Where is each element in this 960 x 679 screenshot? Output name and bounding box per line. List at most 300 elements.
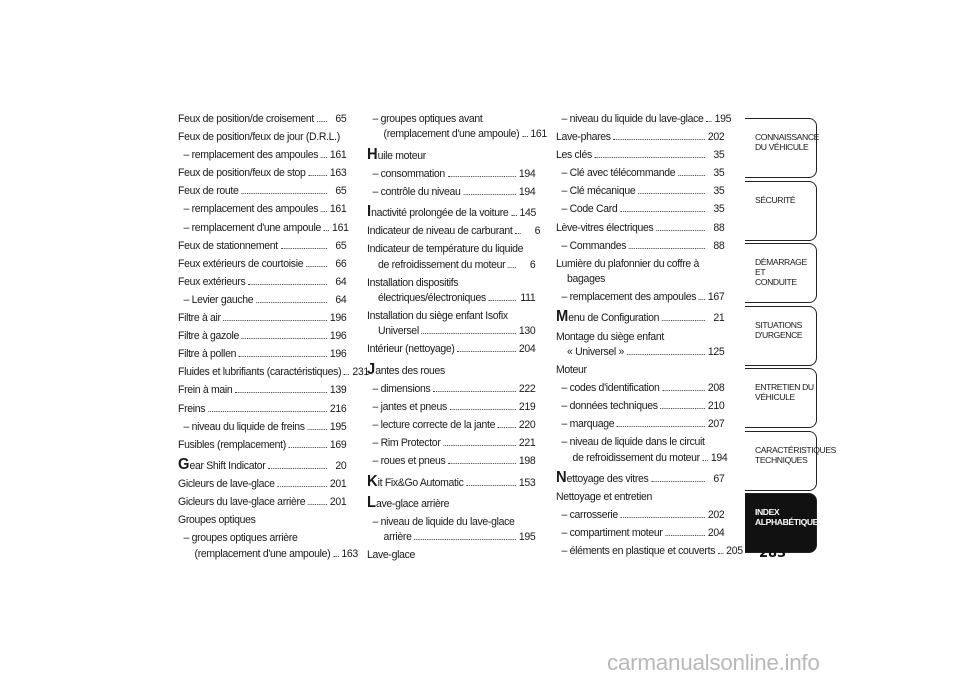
entry-label bbox=[562, 526, 663, 541]
index-entry bbox=[178, 202, 346, 217]
entry-page-number: 195 bbox=[329, 420, 347, 433]
index-entry bbox=[178, 257, 346, 272]
dot-leader bbox=[307, 429, 327, 430]
entry-label bbox=[562, 417, 615, 432]
index-entry bbox=[178, 477, 346, 492]
entry-label-text: « Universel » bbox=[567, 345, 625, 358]
entry-label bbox=[367, 203, 509, 221]
entry-label bbox=[556, 468, 649, 487]
dot-leader bbox=[414, 539, 516, 540]
entry-label-text: – Clé avec télécommande bbox=[561, 167, 676, 180]
entry-label bbox=[367, 548, 415, 563]
entry-page-number: 67 bbox=[713, 472, 725, 485]
index-entry bbox=[178, 455, 347, 474]
entry-label-text: – jantes et pneus bbox=[372, 400, 447, 413]
entry-label bbox=[184, 547, 331, 562]
index-entry bbox=[367, 224, 541, 239]
dot-leader bbox=[308, 175, 327, 176]
entry-page-number: 167 bbox=[707, 291, 725, 304]
entry-page-number: 161 bbox=[329, 203, 347, 216]
entry-label bbox=[556, 130, 611, 145]
entry-label bbox=[562, 184, 636, 199]
dot-leader bbox=[317, 121, 327, 122]
index-column-1 bbox=[178, 112, 369, 565]
entry-label-text: Gicleurs de lave-glace bbox=[178, 478, 275, 491]
entry-page-number: 153 bbox=[518, 476, 536, 489]
index-entry bbox=[556, 330, 724, 361]
dot-leader bbox=[448, 176, 516, 177]
dot-leader bbox=[281, 248, 327, 249]
entry-label-first-line: Montage du siège enfant bbox=[556, 330, 664, 343]
dot-leader bbox=[289, 447, 327, 448]
entry-label bbox=[178, 477, 275, 492]
entry-label-text: – marquage bbox=[561, 418, 615, 431]
entry-label-first-line: – groupes optiques avant bbox=[372, 113, 483, 125]
entry-label bbox=[556, 272, 605, 287]
index-entry bbox=[178, 420, 346, 435]
entry-label-text: Moteur bbox=[556, 363, 587, 376]
entry-label-text: Feux extérieurs bbox=[178, 275, 246, 288]
entry-page-number: 231 bbox=[352, 366, 369, 379]
dot-leader bbox=[511, 215, 517, 216]
entry-label bbox=[184, 148, 319, 163]
dot-leader bbox=[450, 409, 516, 410]
section-tab[interactable] bbox=[745, 243, 817, 303]
index-entry bbox=[367, 242, 535, 273]
entry-page-number: 205 bbox=[726, 545, 743, 558]
entry-label-text: – remplacement des ampoules bbox=[183, 203, 319, 216]
section-tab-label: INDEX ALPHABÉTIQUE bbox=[755, 507, 818, 527]
entry-label-first-line: – niveau de liquide du lave-glace bbox=[372, 515, 515, 528]
entry-page-number: 222 bbox=[518, 382, 536, 395]
entry-page-number: 88 bbox=[713, 221, 725, 234]
index-entry bbox=[178, 365, 369, 380]
dot-leader bbox=[595, 157, 705, 158]
entry-label-text: – éléments en plastique et couverts bbox=[561, 545, 716, 558]
entry-page-number: 65 bbox=[335, 113, 347, 125]
entry-label-text: Les clés bbox=[556, 149, 592, 162]
section-initial-letter: L bbox=[367, 493, 376, 511]
entry-label bbox=[562, 399, 658, 414]
section-initial-letter: I bbox=[367, 203, 372, 221]
entry-label-text: Feux de stationnement bbox=[178, 239, 278, 252]
section-tab[interactable] bbox=[745, 431, 836, 491]
index-entry bbox=[178, 347, 346, 362]
entry-label bbox=[373, 185, 461, 200]
entry-page-number: 6 bbox=[529, 258, 536, 271]
entry-label-text: – contrôle du niveau bbox=[372, 185, 461, 198]
index-entry bbox=[178, 130, 346, 145]
dot-leader bbox=[344, 374, 350, 375]
section-tab[interactable] bbox=[745, 368, 817, 428]
index-entry bbox=[556, 381, 724, 396]
index-entry bbox=[178, 329, 346, 344]
entry-label-first-line: Installation dispositifs bbox=[367, 276, 459, 289]
page-number: 283 bbox=[759, 546, 787, 561]
entry-label-text: Feux de position/feux de stop bbox=[178, 167, 306, 180]
entry-label-text: Fluides et lubrifiants (caractéristiques) bbox=[178, 366, 342, 379]
entry-label-text: – Clé mécanique bbox=[561, 185, 636, 198]
entry-label bbox=[178, 402, 205, 417]
entry-page-number: 161 bbox=[329, 149, 347, 162]
entry-label bbox=[556, 148, 592, 163]
entry-label bbox=[373, 382, 431, 397]
entry-label-text: ettoyage des vitres bbox=[566, 472, 649, 485]
index-entry bbox=[367, 185, 535, 200]
entry-label bbox=[556, 221, 653, 236]
index-entry bbox=[178, 293, 346, 308]
entry-label bbox=[184, 293, 254, 308]
dot-leader bbox=[324, 230, 330, 231]
entry-label-text: (remplacement d'une ampoule) bbox=[383, 128, 520, 141]
entry-label-text: antes des roues bbox=[375, 364, 445, 377]
entry-label-text: Feux de position/feux de jour (D.R.L.) bbox=[178, 131, 340, 144]
watermark: carmanualsonline.info bbox=[607, 650, 820, 675]
index-entry bbox=[367, 112, 547, 143]
entry-label bbox=[562, 166, 676, 181]
index-column-3 bbox=[556, 112, 743, 562]
entry-label-text: électriques/électroniques bbox=[378, 291, 486, 304]
entry-label bbox=[373, 454, 446, 469]
entry-label-text: it Fix&Go Automatic bbox=[377, 476, 464, 489]
entry-label bbox=[184, 420, 305, 435]
entry-label bbox=[562, 451, 700, 466]
entry-label bbox=[367, 472, 464, 491]
entry-page-number: 221 bbox=[518, 437, 536, 450]
entry-label-text: de refroidissement du moteur bbox=[378, 258, 506, 271]
entry-label bbox=[178, 495, 305, 510]
entry-label bbox=[178, 257, 303, 272]
dot-leader bbox=[699, 299, 705, 300]
entry-page-number: 210 bbox=[707, 400, 725, 413]
dot-leader bbox=[208, 411, 327, 412]
entry-label bbox=[373, 167, 445, 182]
entry-label-first-line: Indicateur de température du liquide bbox=[367, 243, 524, 256]
entry-label-text: Feux extérieurs de courtoisie bbox=[178, 257, 304, 270]
dot-leader bbox=[333, 556, 339, 557]
entry-page-number: 208 bbox=[707, 382, 725, 395]
entry-label-text: (remplacement d'une ampoule) bbox=[194, 547, 331, 560]
entry-page-number: 196 bbox=[329, 312, 347, 325]
dot-leader bbox=[308, 504, 327, 505]
index-entry bbox=[367, 167, 535, 182]
index-entry bbox=[556, 308, 725, 326]
dot-leader bbox=[443, 445, 516, 446]
entry-label bbox=[367, 145, 426, 164]
entry-page-number: 21 bbox=[713, 312, 725, 325]
index-entry bbox=[367, 515, 535, 546]
section-tab[interactable] bbox=[745, 493, 817, 553]
entry-page-number: 6 bbox=[534, 225, 541, 238]
entry-label bbox=[562, 239, 627, 254]
index-entry bbox=[367, 360, 535, 379]
entry-page-number: 35 bbox=[713, 167, 725, 180]
entry-label bbox=[178, 347, 236, 362]
entry-label bbox=[178, 438, 286, 453]
entry-label-first-line: – groupes optiques arrière bbox=[183, 532, 298, 545]
entry-label bbox=[367, 291, 486, 306]
entry-label bbox=[178, 239, 278, 254]
entry-page-number: 145 bbox=[519, 207, 537, 220]
dot-leader bbox=[498, 427, 516, 428]
entry-label-text: – données techniques bbox=[561, 400, 658, 413]
entry-label-text: Lave-glace bbox=[367, 549, 416, 562]
entry-label-text: Filtre à gazole bbox=[178, 330, 239, 343]
section-tab-label: ENTRETIEN DU VÉHICULE bbox=[755, 382, 814, 402]
dot-leader bbox=[241, 193, 327, 194]
index-entry bbox=[178, 166, 346, 181]
dot-leader bbox=[463, 194, 516, 195]
entry-label-text: Filtre à air bbox=[178, 312, 221, 325]
dot-leader bbox=[629, 248, 705, 249]
entry-label bbox=[178, 311, 221, 326]
entry-page-number: 207 bbox=[707, 418, 725, 431]
dot-leader bbox=[466, 485, 516, 486]
index-entry bbox=[556, 257, 724, 288]
entry-label bbox=[178, 513, 256, 528]
entry-label-first-line: Installation du siège enfant Isofix bbox=[367, 310, 508, 323]
entry-label-first-line: – niveau de liquide dans le circuit bbox=[561, 436, 705, 449]
entry-label-text: Intérieur (nettoyage) bbox=[367, 343, 455, 356]
entry-page-number: 198 bbox=[518, 455, 536, 468]
entry-page-number: 163 bbox=[341, 547, 358, 560]
entry-page-number: 194 bbox=[710, 451, 728, 464]
index-entry bbox=[178, 112, 346, 127]
entry-label-text: nactivité prolongée de la voiture bbox=[371, 207, 509, 220]
entry-label-text: Feux de position/de croisement bbox=[178, 113, 314, 125]
entry-label bbox=[178, 166, 306, 181]
section-initial-letter: G bbox=[178, 455, 190, 473]
dot-leader bbox=[522, 136, 528, 137]
index-entry bbox=[367, 454, 535, 469]
index-entry bbox=[178, 495, 346, 510]
entry-label-text: Lève-vitres électriques bbox=[556, 221, 654, 234]
section-initial-letter: K bbox=[367, 472, 378, 490]
dot-leader bbox=[321, 157, 327, 158]
entry-label-text: Lave-phares bbox=[556, 131, 611, 144]
entry-label bbox=[562, 544, 716, 559]
section-initial-letter: N bbox=[556, 468, 567, 486]
entry-page-number: 130 bbox=[518, 325, 536, 338]
dot-leader bbox=[651, 481, 705, 482]
entry-page-number: 163 bbox=[329, 167, 347, 180]
index-entry bbox=[556, 363, 724, 378]
entry-label bbox=[178, 383, 232, 398]
index-entry bbox=[178, 311, 346, 326]
entry-label bbox=[178, 130, 340, 145]
dot-leader bbox=[457, 351, 516, 352]
entry-label-text: Indicateur de niveau de carburant bbox=[367, 225, 513, 238]
entry-label bbox=[373, 436, 441, 451]
section-tab-label: CARACTÉRISTIQUES TECHNIQUES bbox=[755, 444, 836, 465]
entry-label-text: ear Shift Indicator bbox=[189, 459, 266, 472]
dot-leader bbox=[662, 320, 705, 321]
dot-leader bbox=[638, 193, 705, 194]
index-entry bbox=[367, 342, 535, 357]
entry-label-text: Fusibles (remplacement) bbox=[178, 438, 286, 451]
entry-label bbox=[178, 329, 239, 344]
index-entry bbox=[556, 417, 724, 432]
entry-page-number: 64 bbox=[335, 293, 347, 306]
entry-page-number: 201 bbox=[329, 496, 347, 509]
index-entry bbox=[178, 184, 346, 199]
index-entry bbox=[367, 309, 535, 340]
entry-label bbox=[556, 308, 660, 326]
section-tab-label: SÉCURITÉ bbox=[755, 194, 796, 205]
entry-label-text: – carrosserie bbox=[561, 509, 618, 522]
entry-label bbox=[178, 275, 245, 290]
entry-label-text: – roues et pneus bbox=[372, 455, 446, 468]
dot-leader bbox=[718, 553, 724, 554]
entry-page-number: 216 bbox=[329, 402, 347, 415]
index-entry bbox=[367, 382, 535, 397]
entry-label-first-line: Lumière du plafonnier du coffre à bbox=[556, 257, 699, 270]
entry-label bbox=[562, 112, 704, 127]
section-initial-letter: J bbox=[367, 360, 376, 378]
index-entry bbox=[556, 544, 743, 559]
index-entry bbox=[178, 148, 346, 163]
entry-page-number: 194 bbox=[518, 185, 536, 198]
index-entry bbox=[556, 148, 724, 163]
dot-leader bbox=[508, 267, 516, 268]
dot-leader bbox=[617, 426, 705, 427]
section-initial-letter: H bbox=[367, 145, 378, 163]
entry-label-text: – niveau du liquide du lave-glace bbox=[561, 113, 704, 125]
dot-leader bbox=[662, 390, 705, 391]
index-column-2 bbox=[367, 112, 547, 566]
section-tab-label: CONNAISSANCE DU VÉHICULE bbox=[755, 132, 819, 152]
index-entry bbox=[556, 399, 724, 414]
index-entry bbox=[556, 526, 724, 541]
entry-label bbox=[367, 360, 445, 379]
index-entry bbox=[367, 472, 536, 491]
entry-label bbox=[556, 363, 587, 378]
entry-label bbox=[367, 258, 505, 273]
entry-page-number: 64 bbox=[335, 275, 347, 288]
section-tab[interactable] bbox=[745, 306, 817, 366]
index-entry bbox=[367, 436, 535, 451]
index-entry bbox=[556, 130, 724, 145]
entry-page-number: 161 bbox=[332, 221, 349, 234]
entry-page-number: 35 bbox=[713, 185, 725, 198]
section-tab-label: DÉMARRAGE ET CONDUITE bbox=[755, 257, 807, 287]
dot-leader bbox=[248, 284, 327, 285]
entry-label-text: – lecture correcte de la jante bbox=[372, 419, 496, 432]
entry-label bbox=[367, 324, 419, 339]
entry-label bbox=[373, 400, 447, 415]
dot-leader bbox=[448, 463, 516, 464]
dot-leader bbox=[703, 460, 709, 461]
dot-leader bbox=[223, 320, 327, 321]
dot-leader bbox=[660, 408, 705, 409]
index-entry bbox=[556, 112, 732, 127]
entry-label bbox=[373, 418, 496, 433]
entry-label-text: Filtre à pollen bbox=[178, 348, 237, 361]
entry-page-number: 125 bbox=[707, 345, 725, 358]
entry-page-number: 65 bbox=[335, 239, 347, 252]
entry-label bbox=[367, 493, 450, 512]
index-entry bbox=[556, 221, 724, 236]
entry-label-text: bagages bbox=[567, 273, 606, 286]
entry-label bbox=[178, 365, 341, 380]
index-entry bbox=[556, 508, 724, 523]
entry-label bbox=[184, 221, 321, 236]
entry-label-text: Nettoyage et entretien bbox=[556, 490, 653, 503]
entry-page-number: 169 bbox=[329, 438, 347, 451]
entry-label-text: Feux de route bbox=[178, 185, 239, 198]
entry-label bbox=[178, 184, 238, 199]
entry-label-text: Groupes optiques bbox=[178, 514, 256, 527]
entry-page-number: 194 bbox=[518, 167, 536, 180]
entry-label bbox=[373, 530, 412, 545]
dot-leader bbox=[306, 266, 327, 267]
entry-page-number: 196 bbox=[329, 348, 347, 361]
entry-label bbox=[367, 224, 513, 239]
dot-leader bbox=[489, 300, 516, 301]
entry-label bbox=[562, 202, 618, 217]
entry-label-text: – dimensions bbox=[372, 382, 431, 395]
entry-label bbox=[562, 508, 618, 523]
dot-leader bbox=[268, 468, 327, 469]
index-entry bbox=[178, 221, 349, 236]
entry-label bbox=[373, 127, 520, 142]
entry-label-text: – Rim Protector bbox=[372, 437, 441, 450]
entry-label bbox=[556, 490, 652, 505]
index-entry bbox=[556, 202, 724, 217]
entry-label-text: – remplacement des ampoules bbox=[183, 149, 319, 162]
entry-label bbox=[178, 112, 314, 127]
entry-label-text: – Levier gauche bbox=[183, 293, 254, 306]
dot-leader bbox=[239, 356, 327, 357]
entry-page-number: 20 bbox=[335, 459, 347, 472]
section-tab[interactable] bbox=[745, 118, 817, 178]
index-entry bbox=[556, 490, 724, 505]
index-entry bbox=[556, 166, 724, 181]
dot-leader bbox=[433, 391, 516, 392]
index-entry bbox=[556, 468, 725, 487]
dot-leader bbox=[277, 486, 327, 487]
entry-page-number: 88 bbox=[713, 239, 725, 252]
dot-leader bbox=[665, 535, 705, 536]
entry-label bbox=[556, 345, 624, 360]
dot-leader bbox=[613, 139, 705, 140]
entry-label-text: – consommation bbox=[372, 167, 445, 180]
dot-leader bbox=[515, 233, 521, 234]
index-entry bbox=[178, 531, 358, 562]
entry-label-text: uile moteur bbox=[377, 149, 426, 162]
dot-leader bbox=[621, 517, 705, 518]
entry-page-number: 202 bbox=[707, 131, 725, 144]
entry-label-text: Gicleurs du lave-glace arrière bbox=[178, 496, 306, 509]
index-entry bbox=[367, 418, 535, 433]
entry-label-text: enu de Configuration bbox=[568, 312, 660, 325]
dot-leader bbox=[620, 211, 705, 212]
entry-page-number: 195 bbox=[518, 531, 536, 544]
entry-label bbox=[178, 455, 266, 474]
index-entry bbox=[367, 203, 537, 221]
index-entry bbox=[178, 402, 346, 417]
index-entry bbox=[556, 290, 724, 305]
entry-label-text: de refroidissement du moteur bbox=[572, 451, 700, 464]
index-entry bbox=[556, 435, 728, 466]
entry-page-number: 204 bbox=[518, 343, 536, 356]
dot-leader bbox=[242, 338, 327, 339]
section-tab[interactable] bbox=[745, 181, 817, 241]
entry-label bbox=[562, 381, 660, 396]
entry-page-number: 220 bbox=[518, 419, 536, 432]
index-entry bbox=[178, 383, 346, 398]
dot-leader bbox=[656, 230, 705, 231]
